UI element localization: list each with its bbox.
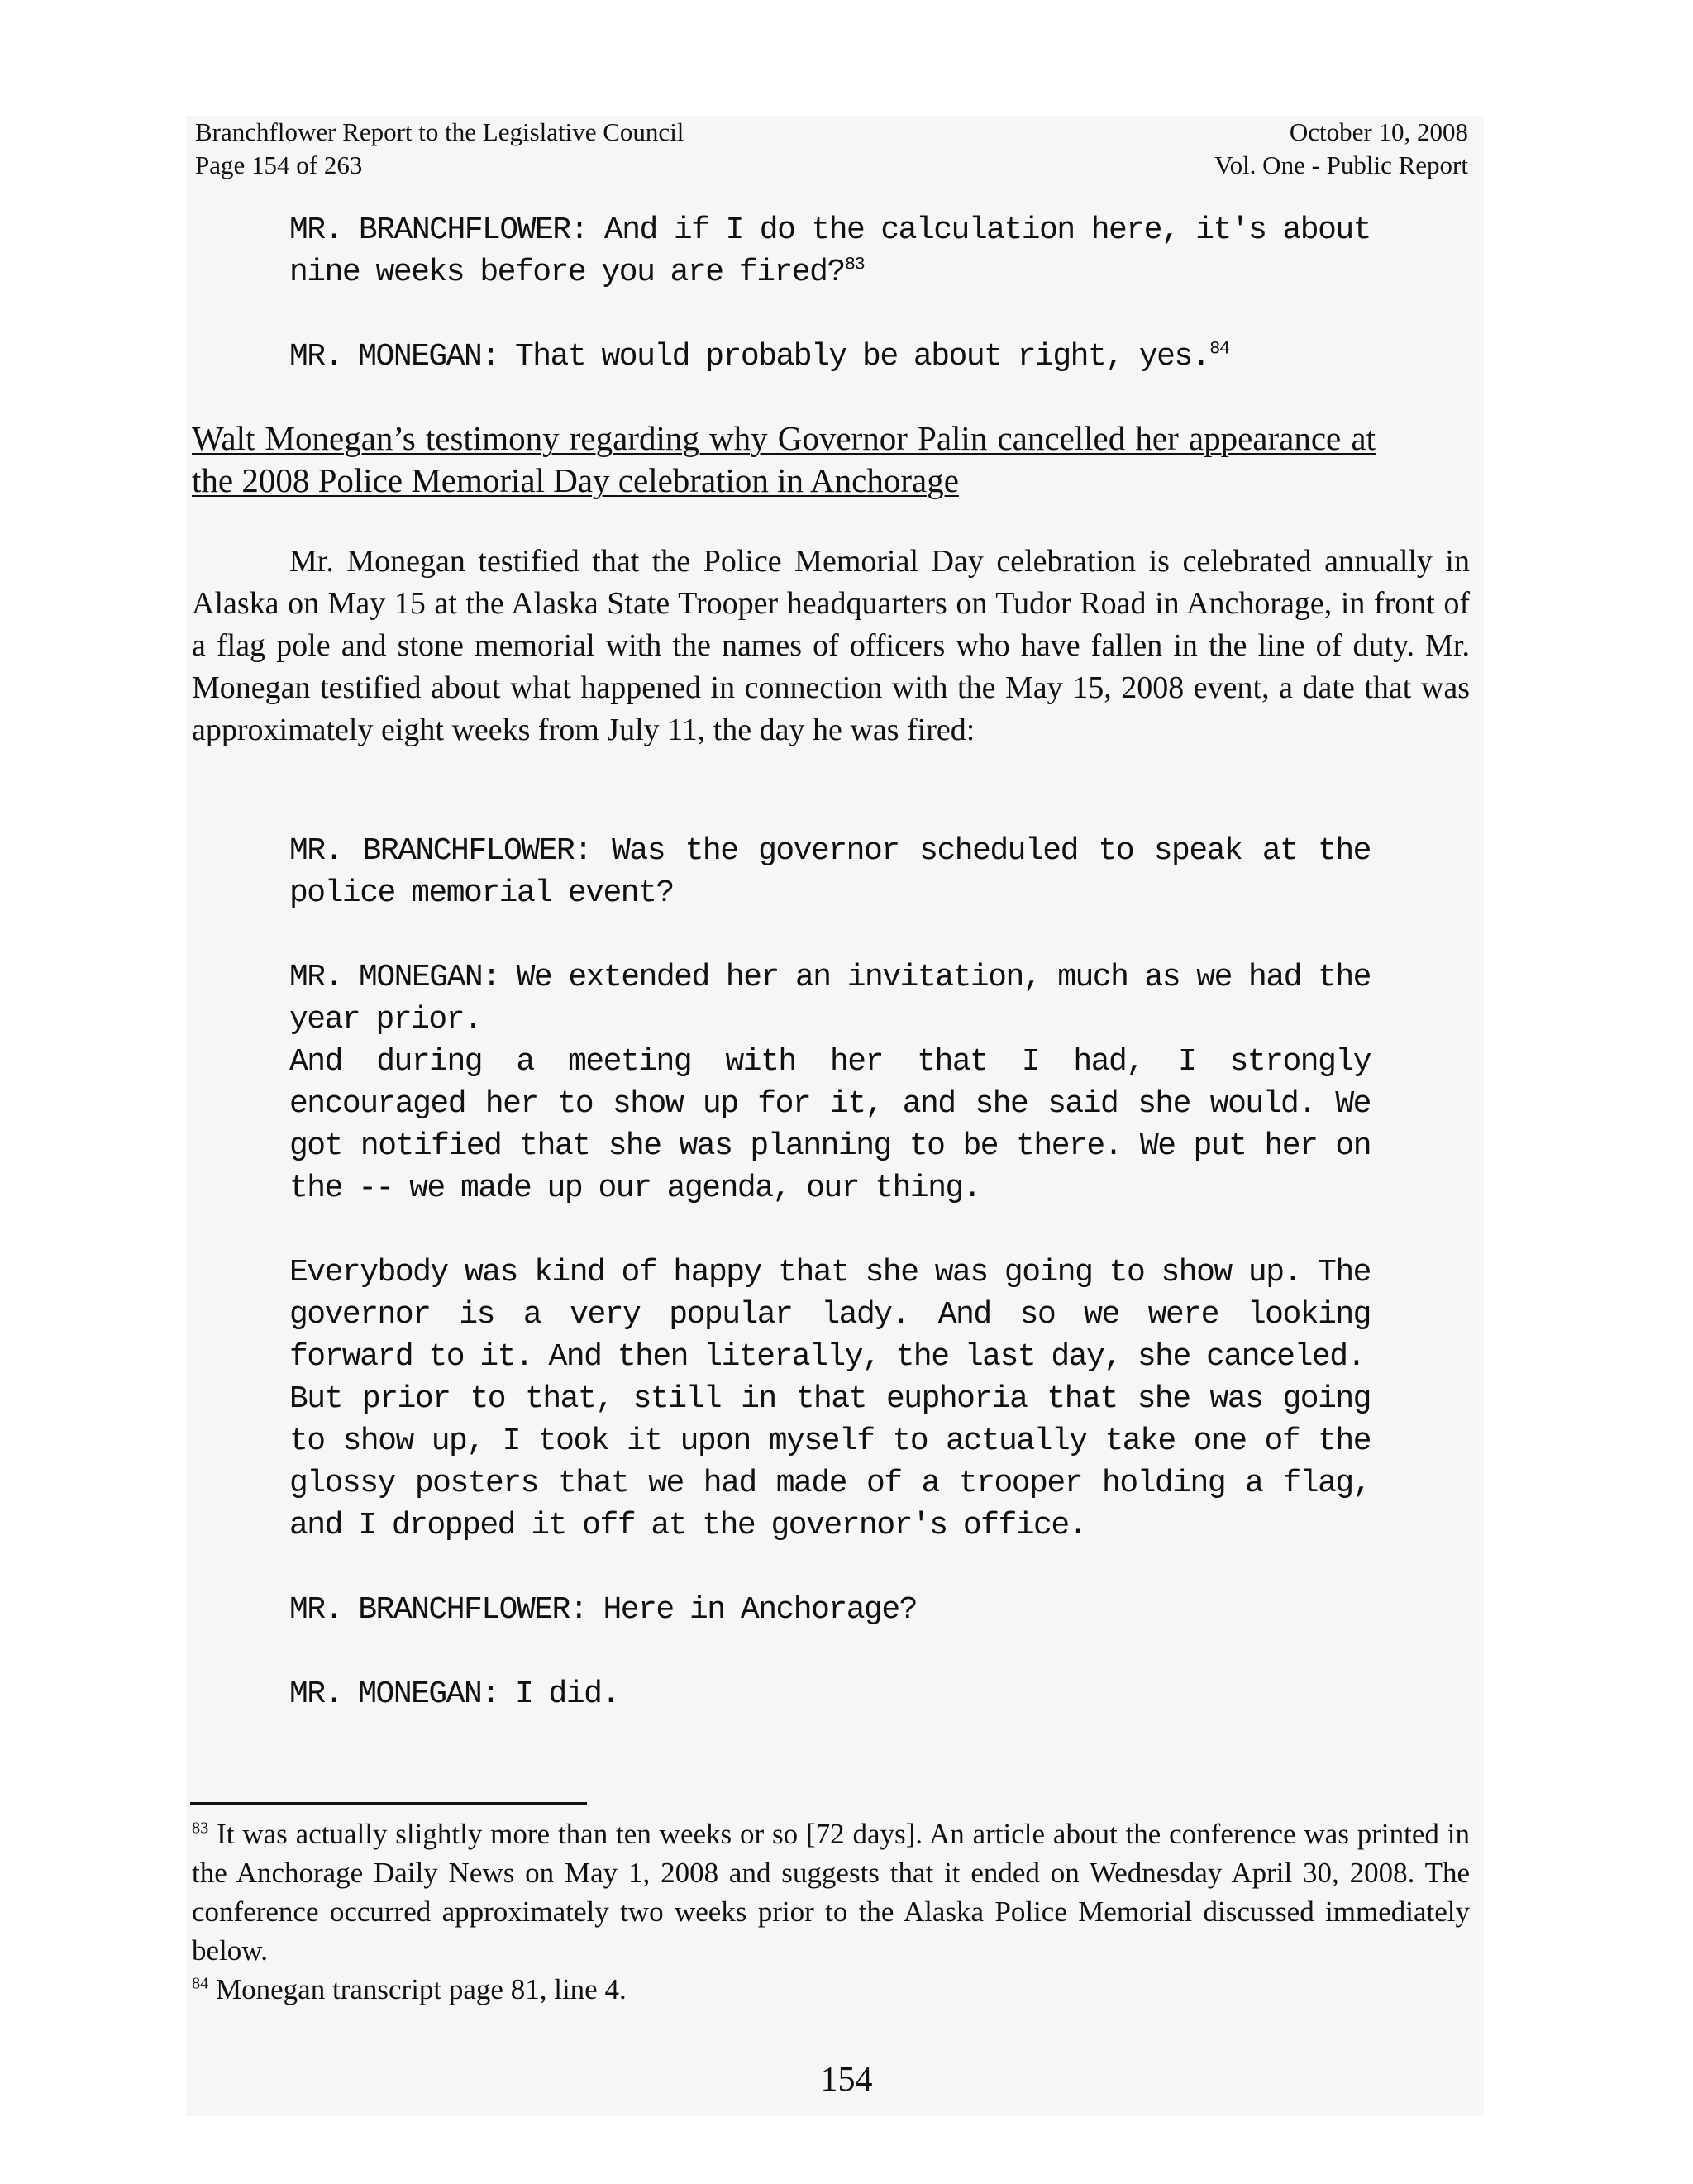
monegan-answer-2-part-4: But prior to that, still in that euphoria that she was going to show up, I took it upon myself to actually take one of the glossy posters that we had made of a trooper holding a flag, and I dropped it off at the governor's office. <box>289 1381 1371 1543</box>
footnote-ref-84[interactable]: 84 <box>1209 338 1229 360</box>
footnotes <box>192 1814 1470 2009</box>
branchflower-question-1: MR. BRANCHFLOWER: And if I do the calculation here, it's about nine weeks before you are fired?$^{83}$ <box>289 212 1371 290</box>
footnote-number: 83 <box>192 1819 209 1838</box>
report-title: Branchflower Report to the Legislative Council <box>195 117 684 146</box>
footnote-84: $^{84}$ Monegan transcript page 81, line 4. <box>192 1973 627 2005</box>
monegan-answer-2-part-2: And during a meeting with her that I had, I strongly encouraged her to show up for it, and she said she would. We got notified that she was planning to be there. We put her on the -- we made up our agenda, our thing. <box>289 1044 1371 1206</box>
footnote-separator <box>190 1802 587 1805</box>
footnote-ref-83[interactable]: 83 <box>844 254 865 275</box>
monegan-answer-2-part-1: MR. MONEGAN: We extended her an invitation, much as we had the year prior. <box>289 960 1371 1037</box>
volume-label: Vol. One - Public Report <box>1214 150 1468 179</box>
section-heading: Walt Monegan’s testimony regarding why Governor Palin cancelled her appearance at the 2008 Police Memorial Day celebration in Anchorage <box>192 419 1376 499</box>
monegan-answer-3: MR. MONEGAN: I did. <box>289 1676 619 1712</box>
body-paragraph: Mr. Monegan testified that the Police Memorial Day celebration is celebrated annually in Alaska on May 15 at the Alaska State Trooper headquarters on Tudor Road in Anchorage, in front of a flag pole and stone memorial with the names of officers who have fallen in the line of duty. Mr. Monegan testified about what happened in connection with the May 15, 2008 event, a date that was approximately eight weeks from July 11, the day he was fired: <box>192 544 1470 747</box>
footnote-83: $^{83}$ It was actually slightly more than ten weeks or so [72 days]. An article about the conference was printed in the Anchorage Daily News on May 1, 2008 and suggests that it ended on Wednesday April 30, 2008. The conference occurred approximately two weeks prior to the Alaska Police Memorial discussed immediately below. <box>192 1818 1470 1967</box>
transcript-exchange-1 <box>289 209 1371 378</box>
transcript-exchange-2 <box>289 830 1371 1715</box>
monegan-answer-1: MR. MONEGAN: That would probably be about right, yes.$^{84}$ <box>289 338 1229 374</box>
branchflower-question-3: MR. BRANCHFLOWER: Here in Anchorage? <box>289 1592 917 1628</box>
running-header-right <box>1075 116 1468 182</box>
page-counter: Page 154 of 263 <box>195 150 363 179</box>
page-number: 154 <box>820 2061 873 2099</box>
running-header-left <box>195 116 856 182</box>
report-date: October 10, 2008 <box>1289 117 1468 146</box>
branchflower-question-2: MR. BRANCHFLOWER: Was the governor scheduled to speak at the police memorial event? <box>289 833 1371 911</box>
monegan-answer-2-part-3: Everybody was kind of happy that she was going to show up. The governor is a very popular lady. And so we were looking forward to it. And then literally, the last day, she canceled. <box>289 1255 1371 1375</box>
footnote-number: 84 <box>192 1974 209 1993</box>
